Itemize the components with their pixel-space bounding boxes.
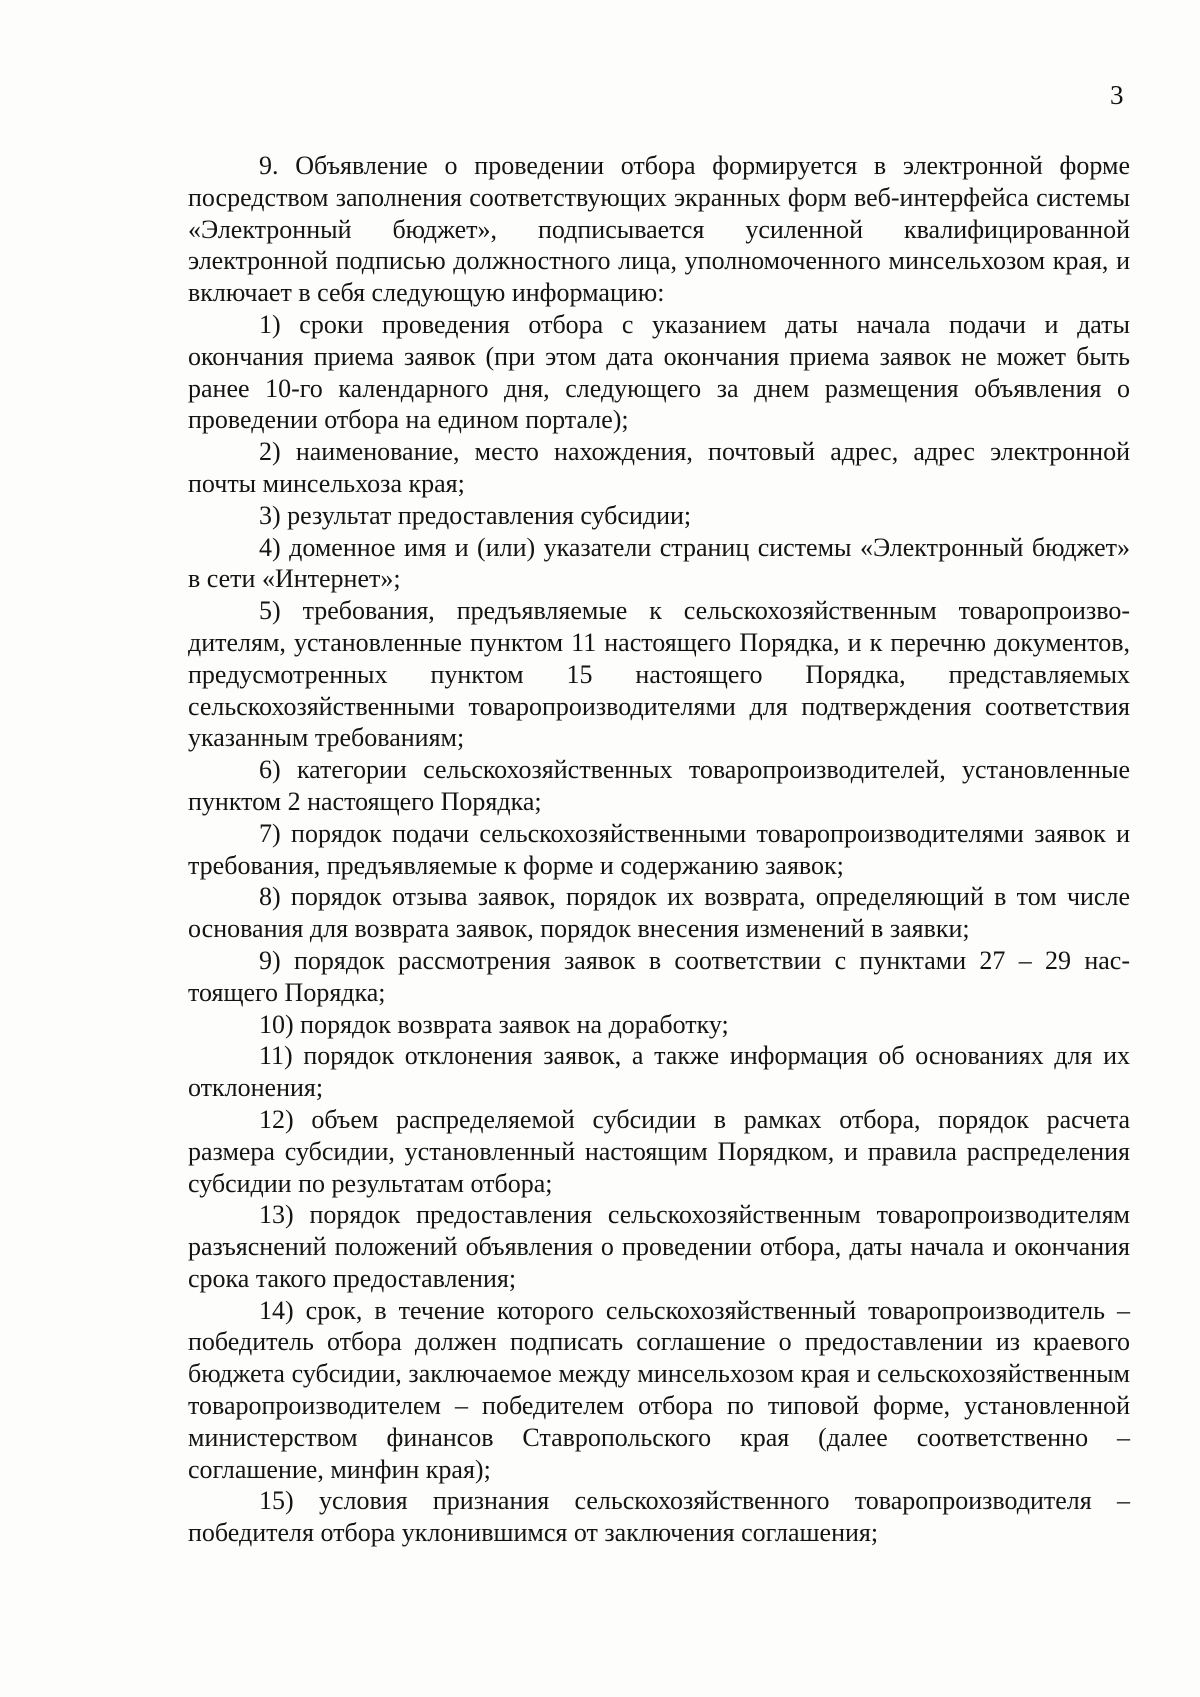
list-item-12: 12) объем распределяемой субсидии в рамках отбора, порядок расчета размера субсидии, установленный настоящим Порядком, и правила распределения субсидии по результатам отбора;: [188, 1104, 1130, 1198]
list-item-10: 10) порядок возврата заявок на доработку;: [259, 1009, 729, 1039]
list-item-6: 6) категории сельскохозяйственных товаропроизводителей, установленные пунктом 2 настоящего Порядка;: [188, 755, 1130, 816]
list-item-11: 11) порядок отклонения заявок, а также информация об основаниях для их отклонения;: [188, 1041, 1130, 1103]
document-body: [188, 150, 1130, 1549]
list-item-8: 8) порядок отзыва заявок, порядок их возврата, определяющий в том числе основания для возврата заявок, порядок внесения изменений в заявки;: [188, 882, 1130, 944]
list-item-3: 3) результат предоставления субсидии;: [259, 500, 692, 530]
list-item-2: 2) наименование, место нахождения, почтовый адрес, адрес электронной почты минсельхоза края;: [188, 437, 1130, 498]
list-item-1: 1) сроки проведения отбора с указанием даты начала подачи и даты окончания приема заявок (при этом дата окончания приема заявок не может быть ранее 10-го календарного дня, следующего за днем размещения объявления о проведении отбора на едином портале);: [188, 309, 1130, 435]
list-item-13: 13) порядок предоставления сельскохозяйственным товаропроизводителям разъяснений положений объявления о проведении отбора, даты начала и окончания срока такого предоставления;: [188, 1200, 1130, 1293]
page-number: 3: [1110, 80, 1124, 110]
list-item-7: 7) порядок подачи сельскохозяйственными товаропроизводителями заявок и требования, предъявляемые к форме и содержанию заявок;: [188, 818, 1130, 880]
list-item-4: 4) доменное имя и (или) указатели страниц системы «Электронный бюджет» в сети «Интернет»;: [188, 532, 1130, 594]
list-item-5: 5) требования, предъявляемые к сельскохозяйственным товаропроизводителям, установленные пунктом 11 настоящего Порядка, и к перечню документов, предусмотренных пунктом 15 настоящего Порядка, представляемых сельскохозяйственными товаропроизводителями для подтверждения соответствия указанным требованиям;: [188, 596, 1130, 753]
list-item-14: 14) срок, в течение которого сельскохозяйственный товаропроизводитель – победитель отбора должен подписать соглашение о предоставлении из краевого бюджета субсидии, заключаемое между минсельхозом края и сельскохозяйственным товаропроизводителем – победителем отбора по типовой форме, установленной министерством финансов Ставропольского края (далее соответственно – соглашение, минфин края);: [188, 1295, 1130, 1484]
paragraph-intro: 9. Объявление о проведении отбора формируется в электронной форме посредством заполнения соответствующих экранных форм веб-интерфейса системы «Электронный бюджет», подписывается усиленной квалифицированной электронной подписью должностного лица, уполномоченного минсельхозом края, и включает в себя следующую информацию:: [188, 151, 1130, 308]
list-item-15: 15) условия признания сельскохозяйственного товаропроизводителя – победителя отбора уклонившимся от заключения соглашения;: [188, 1486, 1130, 1548]
list-item-9: 9) порядок рассмотрения заявок в соответствии с пунктами 27 – 29 настоящего Порядка;: [188, 945, 1130, 1007]
